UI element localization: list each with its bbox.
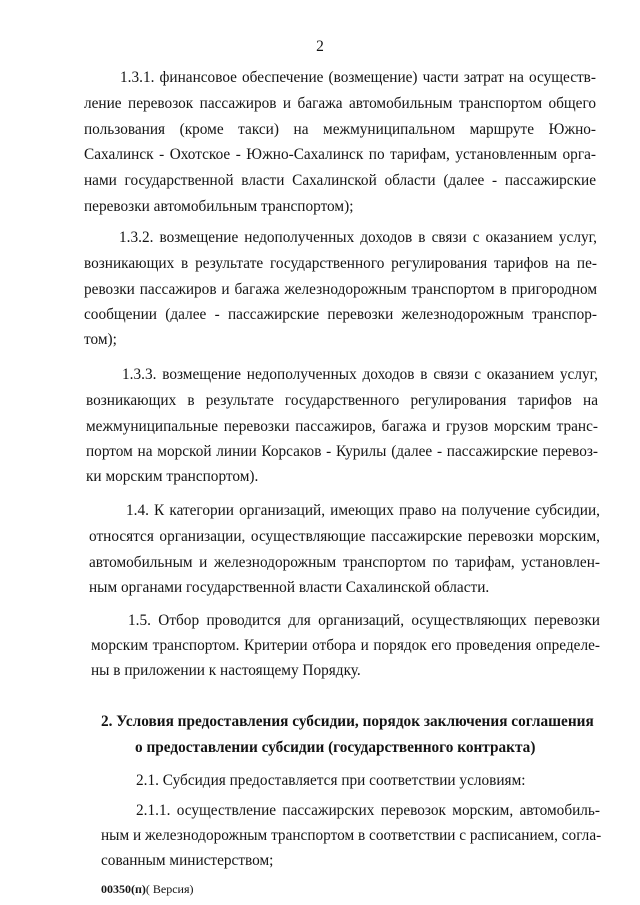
- paragraph-1-3-2-line: возникающих в результате государственного регулирования тарифов на пе-: [84, 255, 597, 272]
- paragraph-1-3-1-line: Сахалинск - Охотское - Южно-Сахалинск по тарифам, установленным орга-: [84, 146, 596, 163]
- section-2-heading: о предоставлении субсидии (государственного контракта): [135, 739, 536, 756]
- paragraph-1-3-3-line: межмуниципальные перевозки пассажиров, багажа и грузов морским транс-: [86, 418, 598, 435]
- paragraph-2-1-1-line: сованным министерством;: [101, 852, 274, 869]
- version-label: ( Версия): [145, 882, 194, 896]
- paragraph-1-5-line: морским транспортом. Критерии отбора и порядок его проведения определе-: [91, 637, 600, 654]
- document-code: 00350(п): [101, 882, 146, 896]
- paragraph-1-5-line: 1.5. Отбор проводится для организаций, осуществляющих перевозки: [128, 612, 600, 629]
- paragraph-1-5-line: ны в приложении к настоящему Порядку.: [91, 662, 361, 679]
- page-number: 2: [316, 38, 324, 55]
- paragraph-1-3-1-line: ление перевозок пассажиров и багажа автомобильным транспортом общего: [84, 95, 596, 112]
- paragraph-1-4-line: 1.4. К категории организаций, имеющих право на получение субсидии,: [126, 502, 600, 519]
- paragraph-1-3-3-line: портом на морской линии Корсаков - Курилы (далее - пассажирские перевоз-: [86, 443, 598, 460]
- paragraph-1-4-line: ным органами государственной власти Сахалинской области.: [89, 579, 490, 596]
- section-2-heading: 2. Условия предоставления субсидии, порядок заключения соглашения: [101, 713, 594, 730]
- paragraph-1-3-2-line: том);: [84, 331, 117, 348]
- paragraph-1-3-1-line: перевозки автомобильным транспортом);: [84, 198, 354, 215]
- paragraph-1-3-2-line: ревозки пассажиров и багажа железнодорожным транспортом в пригородном: [84, 281, 597, 298]
- paragraph-1-3-2-line: сообщении (далее - пассажирские перевозки железнодорожным транспор-: [84, 306, 597, 323]
- paragraph-1-4-line: относятся организации, осуществляющие пассажирские перевозки морским,: [89, 528, 600, 545]
- paragraph-1-3-3-line: возникающих в результате государственного регулирования тарифов на: [86, 392, 598, 409]
- paragraph-2-1: 2.1. Субсидия предоставляется при соответствии условиям:: [136, 772, 526, 789]
- footer-version: [101, 882, 194, 897]
- paragraph-2-1-1-line: ным и железнодорожным транспортом в соответствии с расписанием, согла-: [101, 827, 602, 844]
- paragraph-1-3-1-line: пользования (кроме такси) на межмуниципальном маршруте Южно-: [84, 121, 596, 138]
- paragraph-1-3-2-line: 1.3.2. возмещение недополученных доходов в связи с оказанием услуг,: [119, 229, 597, 246]
- paragraph-2-1-1-line: 2.1.1. осуществление пассажирских перевозок морским, автомобиль-: [136, 802, 600, 819]
- paragraph-1-3-1-line: нами государственной власти Сахалинской области (далее - пассажирские: [84, 172, 596, 189]
- paragraph-1-4-line: автомобильным и железнодорожным транспортом по тарифам, установлен-: [89, 554, 600, 571]
- paragraph-1-3-3-line: 1.3.3. возмещение недополученных доходов в связи с оказанием услуг,: [122, 366, 598, 383]
- paragraph-1-3-3-line: ки морским транспортом).: [86, 468, 259, 485]
- paragraph-1-3-1-line: 1.3.1. финансовое обеспечение (возмещение) части затрат на осуществ-: [120, 69, 596, 86]
